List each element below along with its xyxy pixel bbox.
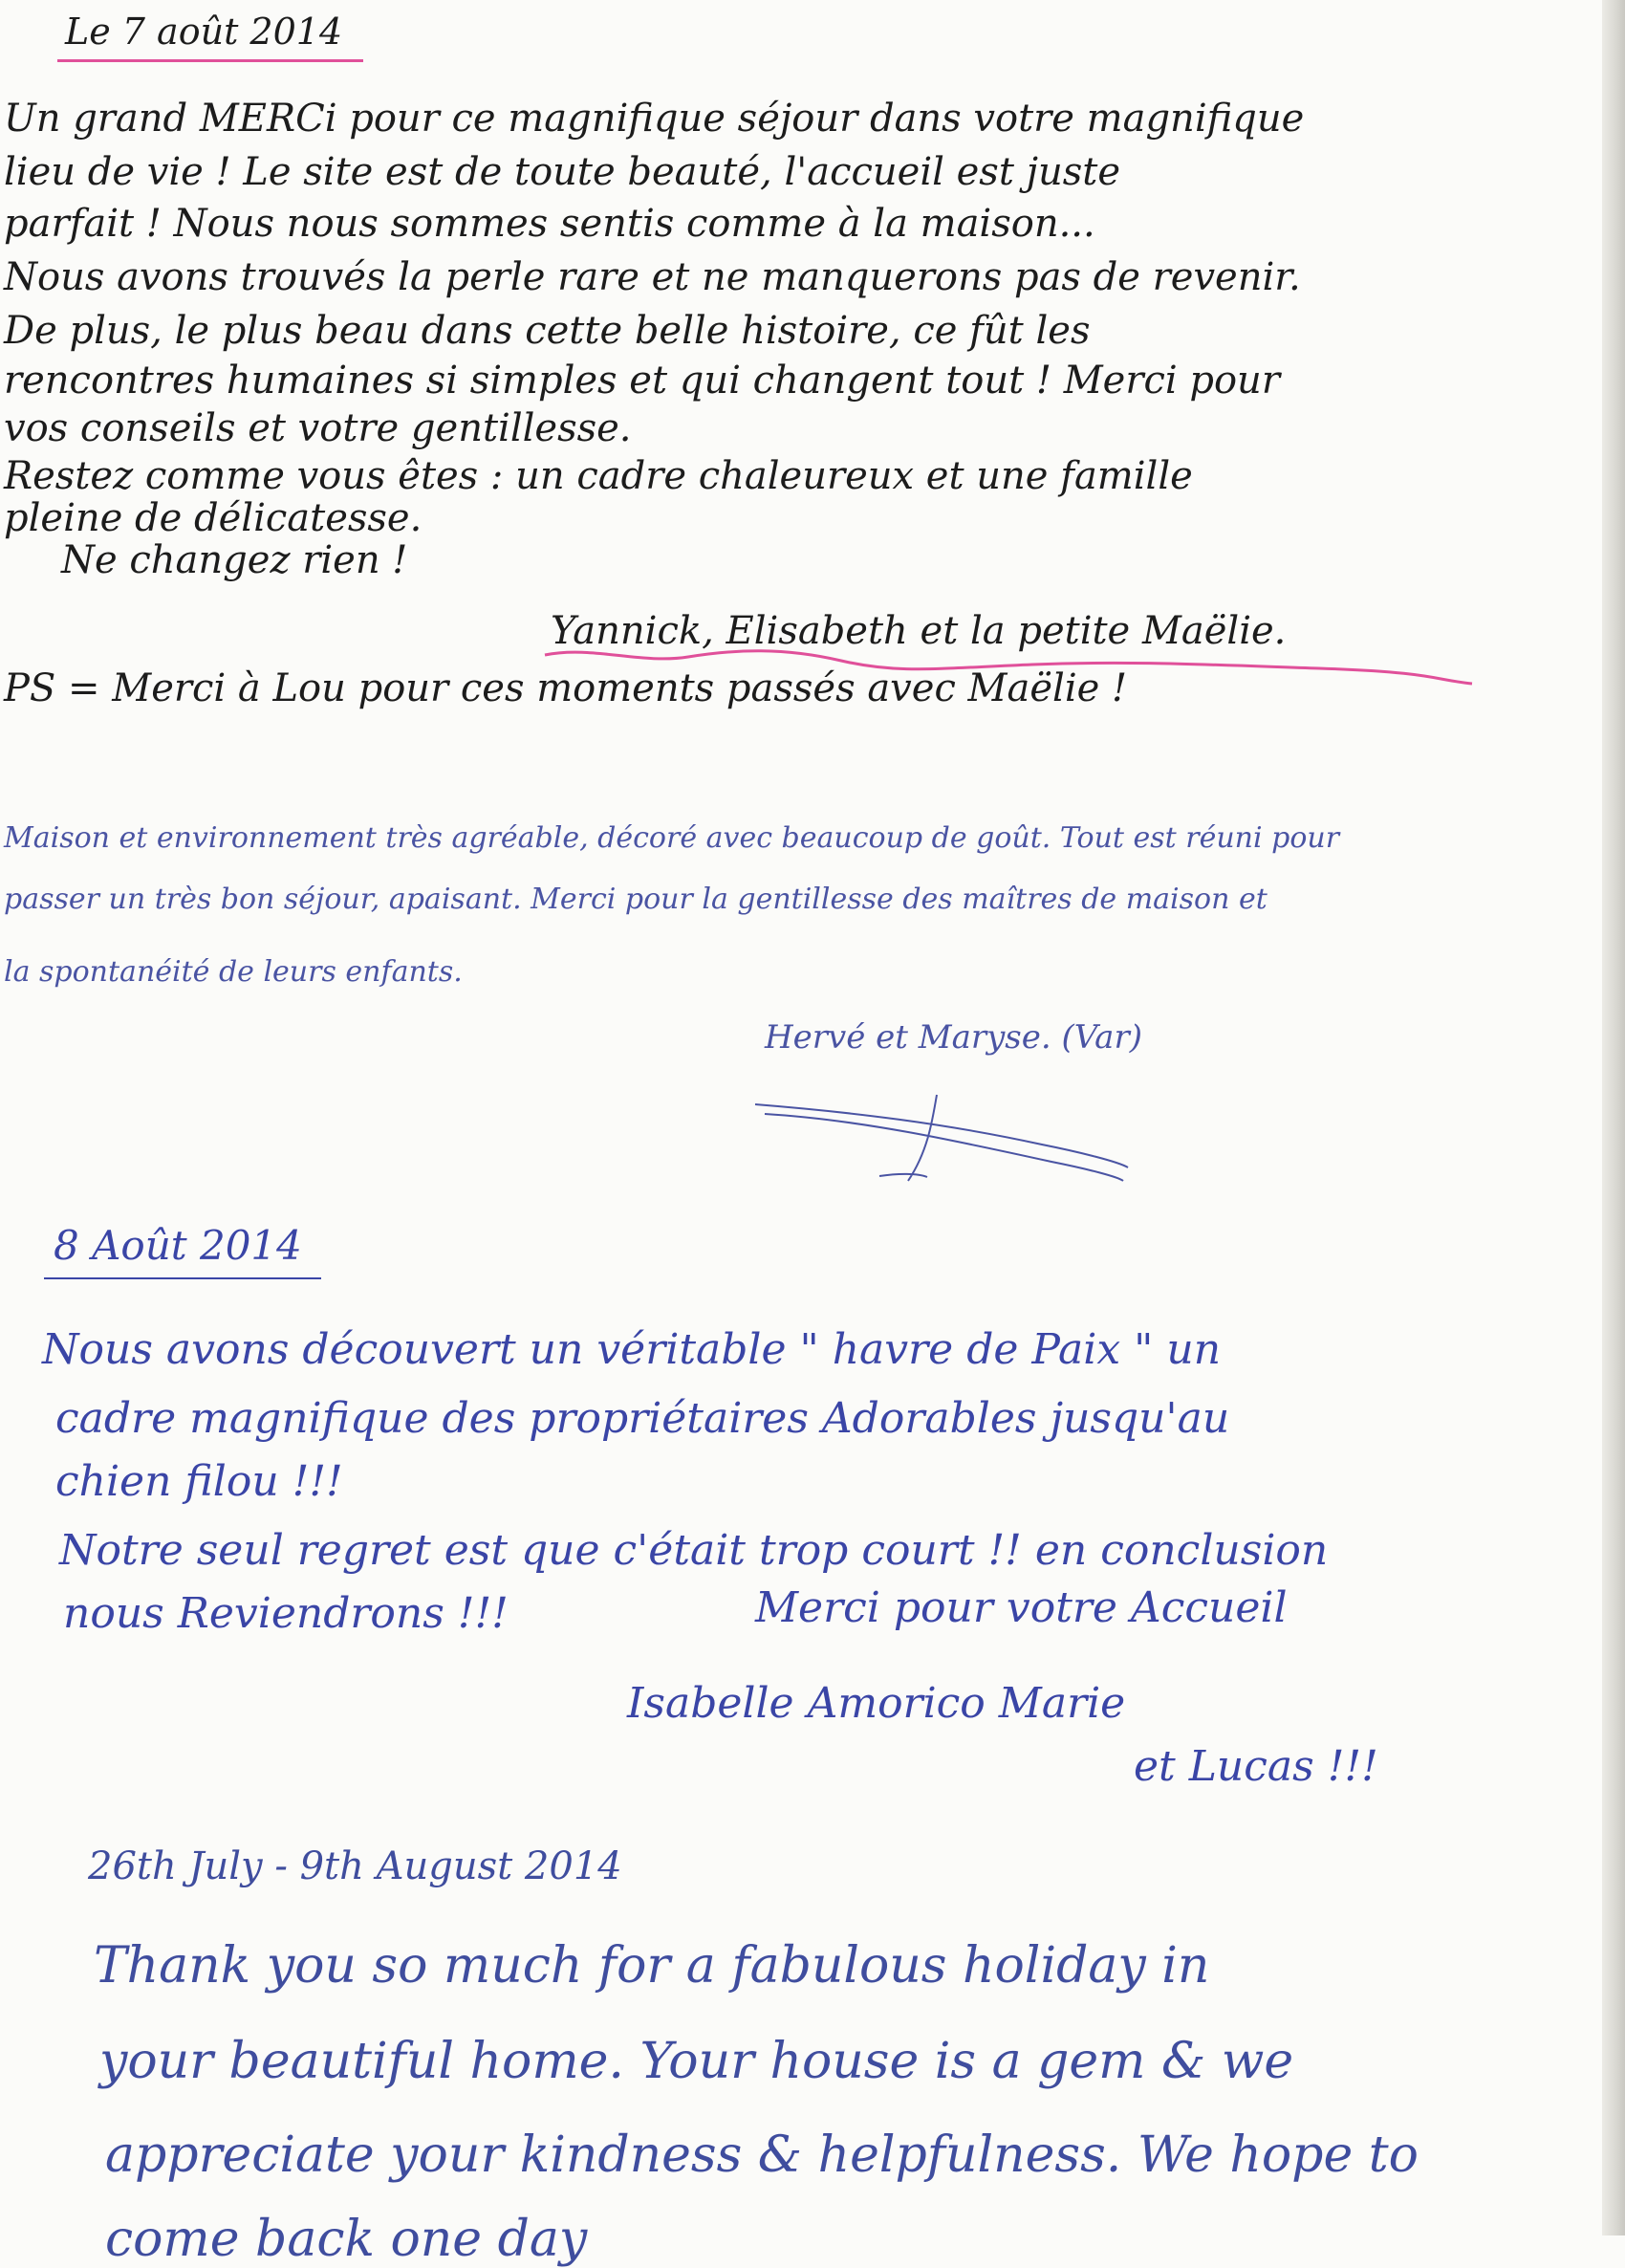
- entry-line: Restez comme vous êtes : un cadre chaleureux et une famille: [4, 454, 1193, 498]
- entry-line: parfait ! Nous nous sommes sentis comme à la maison...: [4, 202, 1095, 246]
- entry-line: rencontres humaines si simples et qui changent tout ! Merci pour: [4, 359, 1280, 403]
- entry-thanks: Merci pour votre Accueil: [755, 1583, 1288, 1632]
- entry-line: lieu de vie ! Le site est de toute beauté, l'accueil est juste: [4, 150, 1121, 194]
- entry-line: la spontanéité de leurs enfants.: [4, 955, 463, 989]
- entry-line: chien filou !!!: [55, 1457, 343, 1506]
- date-underline: [44, 1277, 321, 1279]
- entry-signature: Yannick, Elisabeth et la petite Maëlie.: [551, 609, 1287, 653]
- entry-line: cadre magnifique des propriétaires Adorables jusqu'au: [55, 1394, 1230, 1443]
- entry-line: Un grand MERCi pour ce magnifique séjour dans votre magnifique: [4, 97, 1305, 141]
- entry-signature: Isabelle Amorico Marie: [627, 1679, 1126, 1728]
- entry-date: 8 Août 2014: [54, 1222, 302, 1269]
- page-edge: [1602, 0, 1625, 2235]
- entry-line: your beautiful home. Your house is a gem & we: [99, 2033, 1294, 2090]
- entry-line: nous Reviendrons !!!: [63, 1589, 509, 1638]
- handwritten-signature: [736, 1085, 1138, 1200]
- entry-date: 26th July - 9th August 2014: [88, 1844, 622, 1888]
- entry-line: Maison et environnement très agréable, décoré avec beaucoup de goût. Tout est réuni pour: [4, 821, 1340, 855]
- entry-signature: Hervé et Maryse. (Var): [765, 1018, 1142, 1057]
- entry-line: appreciate your kindness & helpfulness. We hope to: [105, 2126, 1419, 2184]
- entry-line: come back one day: [105, 2211, 588, 2268]
- entry-line: Nous avons trouvés la perle rare et ne manquerons pas de revenir.: [4, 255, 1301, 299]
- entry-line: Ne changez rien !: [61, 538, 408, 582]
- entry-line: Thank you so much for a fabulous holiday in: [94, 1937, 1210, 1995]
- entry-line: De plus, le plus beau dans cette belle histoire, ce fût les: [4, 309, 1091, 353]
- entry-ps: PS = Merci à Lou pour ces moments passés avec Maëlie !: [4, 666, 1128, 710]
- entry-line: passer un très bon séjour, apaisant. Merci pour la gentillesse des maîtres de maison et: [4, 883, 1268, 916]
- entry-line: Notre seul regret est que c'était trop court !! en conclusion: [59, 1526, 1329, 1575]
- entry-line: Nous avons découvert un véritable " havre de Paix " un: [42, 1325, 1222, 1374]
- entry-signature: et Lucas !!!: [1134, 1742, 1378, 1791]
- date-underline: [57, 59, 363, 62]
- entry-line: vos conseils et votre gentillesse.: [4, 406, 632, 450]
- entry-date: Le 7 août 2014: [65, 11, 343, 53]
- entry-line: pleine de délicatesse.: [4, 496, 422, 540]
